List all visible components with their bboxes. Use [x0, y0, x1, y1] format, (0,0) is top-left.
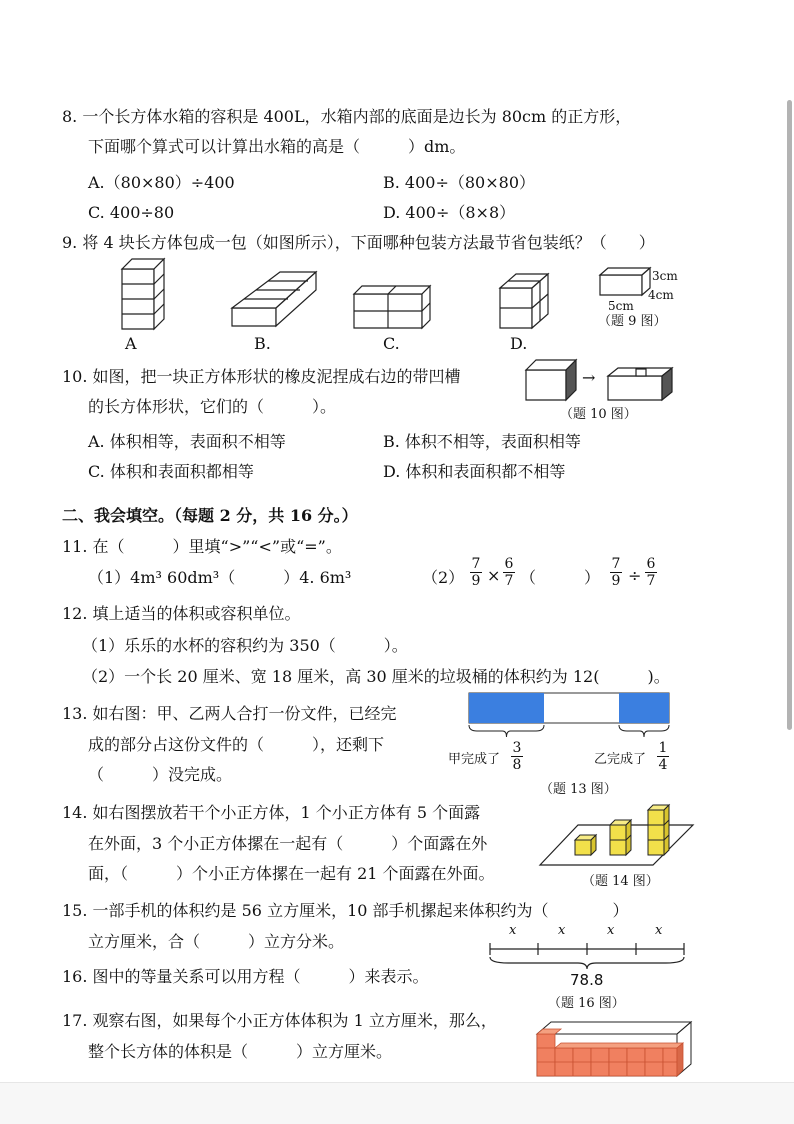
q14-line3: 面，（ ）个小正方体摞在一起有 21 个面露在外面。 — [88, 864, 495, 883]
q10-line1: 10. 如图，把一块正方体形状的橡皮泥捏成右边的带凹槽 — [62, 367, 461, 386]
q14-line1: 14. 如右图摆放若干个小正方体，1 个小正方体有 5 个面露 — [62, 803, 481, 822]
section-heading: 二、我会填空。（每题 2 分，共 16 分。） — [62, 506, 358, 525]
q11-blank: （ ） — [520, 568, 601, 587]
q13-caption: （题 13 图） — [540, 782, 617, 797]
q8-option-b: B. 400÷（80×80） — [383, 173, 536, 192]
q9-label-a: A — [125, 334, 137, 353]
q8-line2: 下面哪个算式可以计算出水箱的高是（ ）dm。 — [88, 137, 466, 156]
q14-caption: （题 14 图） — [582, 874, 659, 889]
q12-line3: （2）一个长 20 厘米、宽 18 厘米，高 30 厘米的垃圾桶的体积约为 12( )。 — [82, 667, 670, 686]
q13-line3: （ ）没完成。 — [88, 765, 233, 784]
q11-line1: 11. 在（ ）里填“>”“<”或“=”。 — [62, 537, 342, 556]
q16-line1: 16. 图中的等量关系可以用方程（ ）来表示。 — [62, 967, 429, 986]
q17-line1: 17. 观察右图，如果每个小正方体体积为 1 立方厘米，那么， — [62, 1011, 497, 1030]
q9-caption: （题 9 图） — [598, 314, 667, 329]
q10-option-d: D. 体积和表面积都不相等 — [383, 462, 566, 481]
q8-option-d: D. 400÷（8×8） — [383, 203, 516, 222]
q10-arrow: → — [582, 368, 596, 387]
q10-option-c: C. 体积和表面积都相等 — [88, 462, 254, 481]
q13-jia-segment — [469, 693, 544, 723]
q12-line2: （1）乐乐的水杯的容积约为 350（ ）。 — [82, 636, 408, 655]
q17-line2: 整个长方体的体积是（ ）立方厘米。 — [88, 1042, 393, 1061]
q17-cuboid-figure — [535, 1018, 693, 1078]
q12-line1: 12. 填上适当的体积或容积单位。 — [62, 604, 301, 623]
q10-grooved-box — [606, 366, 674, 402]
q15-line2: 立方厘米，合（ ）立方分米。 — [88, 932, 345, 951]
q10-cube — [524, 358, 580, 402]
q11-fraction-2: 6 7 — [504, 556, 514, 589]
q13-line1: 13. 如右图：甲、乙两人合打一份文件，已经完 — [62, 704, 397, 723]
q10-option-a: A. 体积相等，表面积不相等 — [88, 432, 286, 451]
q13-jia-fraction: 3 8 — [512, 740, 522, 773]
q9-dim-width: 4cm — [648, 288, 674, 302]
q11-divide: ÷ — [628, 566, 642, 585]
q10-line2: 的长方体形状，它们的（ ）。 — [88, 397, 337, 416]
q9-text: 9. 将 4 块长方体包成一包（如图所示），下面哪种包装方法最节省包装纸？（ ） — [62, 233, 655, 252]
q16-total: 78.8 — [570, 971, 604, 989]
q16-x-3: x — [607, 923, 615, 938]
q13-yi-label: 乙完成了 — [594, 752, 647, 767]
q9-dim-length: 5cm — [608, 299, 634, 313]
q16-x-1: x — [509, 923, 517, 938]
q16-caption: （题 16 图） — [548, 996, 625, 1011]
q9-label-c: C. — [383, 334, 400, 353]
q11-fraction-4: 6 7 — [646, 556, 656, 589]
q10-option-b: B. 体积不相等，表面积相等 — [383, 432, 581, 451]
q14-cube-stacks — [538, 800, 696, 868]
q16-segment-diagram — [488, 935, 688, 975]
q9-figure-c — [352, 282, 432, 332]
q8-option-a: A.（80×80）÷400 — [88, 173, 235, 192]
q9-figure-a — [120, 255, 170, 335]
q13-line2: 成的部分占这份文件的（ ），还剩下 — [88, 735, 385, 754]
q9-figure-d — [498, 270, 558, 334]
q11-part1: （1）4m³ 60dm³（ ）4. 6m³ — [88, 568, 352, 587]
q11-part2-label: （2） — [422, 568, 465, 587]
q11-times: × — [487, 566, 501, 585]
q16-x-4: x — [655, 923, 663, 938]
q14-line2: 在外面，3 个小正方体摞在一起有（ ）个面露在外 — [88, 834, 488, 853]
q9-figure-b — [230, 268, 320, 330]
q15-line1: 15. 一部手机的体积约是 56 立方厘米，10 部手机摞起来体积约为（ ） — [62, 901, 629, 920]
q9-label-d: D. — [510, 334, 528, 353]
q8-option-c: C. 400÷80 — [88, 203, 175, 222]
q9-dim-height: 3cm — [652, 269, 678, 283]
q13-yi-fraction: 1 4 — [658, 740, 668, 773]
q13-jia-label: 甲完成了 — [448, 752, 501, 767]
q11-fraction-1: 7 9 — [471, 556, 481, 589]
q13-progress-bar — [469, 693, 669, 753]
q11-fraction-3: 7 9 — [611, 556, 621, 589]
scrollbar[interactable] — [787, 100, 792, 730]
q13-yi-segment — [619, 693, 669, 723]
page-footer-bar — [0, 1082, 794, 1124]
q10-caption: （题 10 图） — [560, 407, 637, 422]
q8-line1: 8. 一个长方体水箱的容积是 400L，水箱内部的底面是边长为 80cm 的正方形， — [62, 107, 632, 126]
q9-label-b: B. — [254, 334, 271, 353]
q16-x-2: x — [558, 923, 566, 938]
